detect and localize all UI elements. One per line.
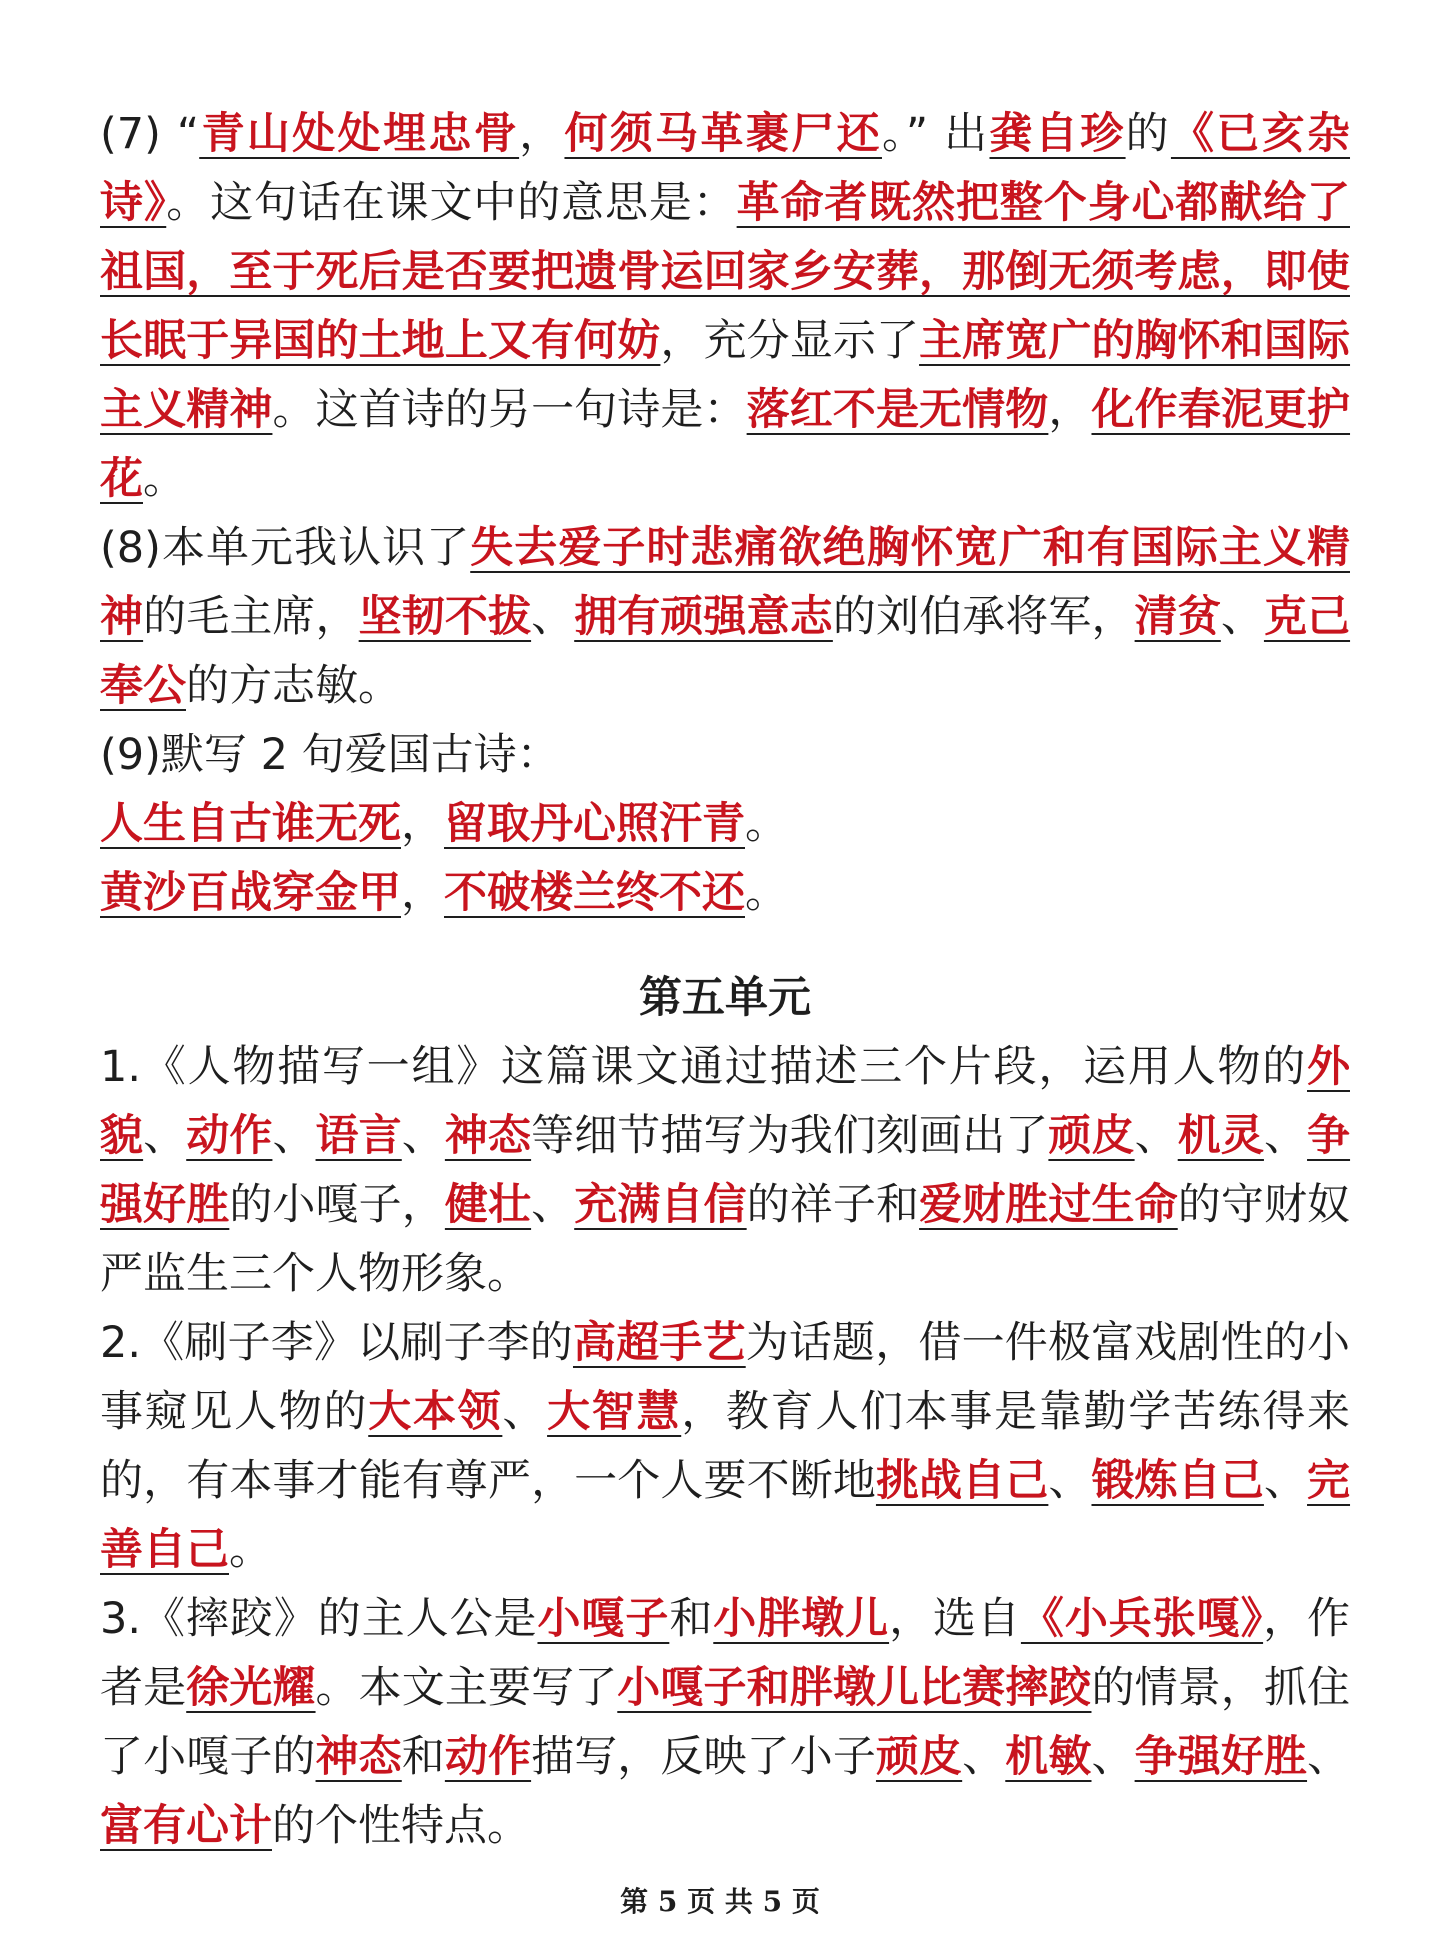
- body-text: 、: [531, 592, 575, 642]
- answer-text: 外貌: [100, 1042, 1350, 1161]
- body-text: 。: [745, 799, 788, 849]
- answer-text: 大智慧: [547, 1387, 682, 1437]
- answer-text: 小胖墩儿: [713, 1594, 890, 1644]
- body-text: ，教育人们本事是靠勤学苦练得来的，有本事才能有尊严，一个人要不断地: [100, 1387, 1351, 1506]
- body-text: 。这首诗的另一句诗是：: [272, 385, 747, 435]
- body-text: 3.《摔跤》的主人公是: [100, 1594, 538, 1644]
- answer-text: 健壮: [444, 1180, 532, 1230]
- answer-text: 动作: [186, 1111, 273, 1161]
- body-text: 。: [229, 1525, 272, 1575]
- document-body: [100, 100, 1350, 1861]
- answer-text: 落红不是无情物: [746, 385, 1049, 435]
- answer-text: 革命者既然把整个身心都献给了祖国，至于死后是否要把遗骨运回家乡安葬，那倒无须考虑，即使长眠于异国的土地上又有何妨: [100, 178, 1350, 366]
- answer-text: 小嘎子和胖墩儿比赛摔跤: [617, 1663, 1092, 1713]
- body-text: (7) “: [100, 109, 200, 159]
- body-text: 描写，反映了小子: [531, 1732, 876, 1782]
- body-text: 、: [1263, 1456, 1308, 1506]
- answer-text: 神态: [444, 1111, 532, 1161]
- body-text: 、: [1307, 1732, 1351, 1782]
- answer-text: 化作春泥更护花: [100, 385, 1351, 504]
- body-text: 的刘伯承将军，: [832, 592, 1135, 642]
- body-text: 和: [401, 1732, 445, 1782]
- answer-text: 语言: [315, 1111, 402, 1161]
- answer-text: 机灵: [1177, 1111, 1264, 1161]
- body-text: 、: [1091, 1732, 1135, 1782]
- body-text: ，充分显示了: [660, 316, 920, 366]
- body-text: 、: [531, 1180, 575, 1230]
- paragraph: [100, 514, 1350, 721]
- body-text: 2.《刷子李》以刷子李的: [100, 1318, 573, 1368]
- body-text: 为话题，借一件极富戏剧性的小事窥见人物的: [100, 1318, 1351, 1437]
- body-text: 的毛主席，: [143, 592, 359, 642]
- body-text: 。: [143, 454, 186, 504]
- body-text: 和: [669, 1594, 714, 1644]
- body-text: 、: [401, 1111, 445, 1161]
- body-text: ，: [519, 109, 565, 159]
- body-text: 等细节描写为我们刻画出了: [531, 1111, 1049, 1161]
- page-footer: 第 5 页 共 5 页: [620, 1885, 820, 1918]
- answer-text: 神态: [315, 1732, 402, 1782]
- answer-text: 青山处处埋忠骨: [199, 109, 520, 159]
- body-text: ，作者是: [100, 1594, 1351, 1713]
- body-text: ，选自: [889, 1594, 1021, 1644]
- paragraph: [100, 1033, 1350, 1309]
- body-text: 、: [272, 1111, 316, 1161]
- answer-text: 小嘎子: [537, 1594, 670, 1644]
- answer-text: 失去爱子时悲痛欲绝胸怀宽广和有国际主义精神: [100, 523, 1350, 642]
- body-text: 、: [1048, 1456, 1092, 1506]
- body-text: 、: [1263, 1111, 1308, 1161]
- body-text: 的个性特点。: [272, 1801, 530, 1851]
- body-text: ，: [401, 799, 444, 849]
- answer-text: 《已亥杂诗》: [100, 109, 1351, 228]
- body-text: 、: [143, 1111, 187, 1161]
- answer-text: 徐光耀: [186, 1663, 316, 1713]
- answer-text: 争强好胜: [100, 1111, 1351, 1230]
- answer-text: 顽皮: [875, 1732, 963, 1782]
- answer-text: 动作: [444, 1732, 532, 1782]
- body-text: (9)默写 2 句爱国古诗：: [100, 730, 560, 780]
- body-text: ，: [401, 868, 444, 918]
- answer-text: 顽皮: [1048, 1111, 1135, 1161]
- body-text: 。这句话在课文中的意思是：: [166, 178, 737, 228]
- paragraph: [100, 1309, 1350, 1585]
- answer-text: 富有心计: [100, 1801, 272, 1851]
- answer-text: 人生自古谁无死: [100, 799, 401, 849]
- answer-text: 拥有顽强意志: [574, 592, 833, 642]
- body-text: 、: [502, 1387, 548, 1437]
- paragraph: [100, 859, 1350, 928]
- answer-text: 龚自珍: [989, 109, 1126, 159]
- answer-text: 坚韧不拔: [358, 592, 532, 642]
- body-text: (8)本单元我认识了: [100, 523, 471, 573]
- answer-text: 机敏: [1005, 1732, 1092, 1782]
- body-text: 1.《人物描写一组》这篇课文通过描述三个片段，运用人物的: [100, 1042, 1307, 1092]
- paragraph: [100, 100, 1350, 514]
- body-text: 、: [1220, 592, 1264, 642]
- body-text: 的方志敏。: [186, 661, 401, 711]
- answer-text: 高超手艺: [572, 1318, 746, 1368]
- answer-text: 争强好胜: [1134, 1732, 1308, 1782]
- body-text: 。本文主要写了: [315, 1663, 618, 1713]
- answer-text: 克己奉公: [100, 592, 1351, 711]
- body-text: 的祥子和: [746, 1180, 920, 1230]
- answer-text: 充满自信: [574, 1180, 747, 1230]
- answer-text: 不破楼兰终不还: [444, 868, 745, 918]
- body-text: 的守财奴严监生三个人物形象。: [100, 1180, 1351, 1299]
- answer-text: 主席宽广的胸怀和国际主义精神: [100, 316, 1351, 435]
- body-text: ，: [1048, 385, 1092, 435]
- body-text: 第五单元: [639, 973, 811, 1023]
- section-heading: [100, 964, 1350, 1033]
- answer-text: 留取丹心照汗青: [444, 799, 745, 849]
- paragraph: [100, 790, 1350, 859]
- answer-text: 何须马革裹尸还: [564, 109, 882, 159]
- answer-text: 锻炼自己: [1091, 1456, 1264, 1506]
- answer-text: 爱财胜过生命: [919, 1180, 1178, 1230]
- body-text: 。: [745, 868, 788, 918]
- answer-text: 大本领: [368, 1387, 503, 1437]
- body-text: 的小嘎子，: [229, 1180, 445, 1230]
- body-text: 、: [1134, 1111, 1178, 1161]
- body-text: 、: [962, 1732, 1006, 1782]
- body-text: 。” 出: [881, 109, 990, 159]
- body-text: 的情景，抓住了小嘎子的: [100, 1663, 1351, 1782]
- paragraph: [100, 1585, 1350, 1861]
- paragraph: [100, 721, 1350, 790]
- answer-text: 挑战自己: [875, 1456, 1049, 1506]
- answer-text: 完善自己: [100, 1456, 1351, 1575]
- answer-text: 黄沙百战穿金甲: [100, 868, 401, 918]
- body-text: 的: [1125, 109, 1171, 159]
- answer-text: 清贫: [1134, 592, 1221, 642]
- answer-text: 《小兵张嘎》: [1020, 1594, 1264, 1644]
